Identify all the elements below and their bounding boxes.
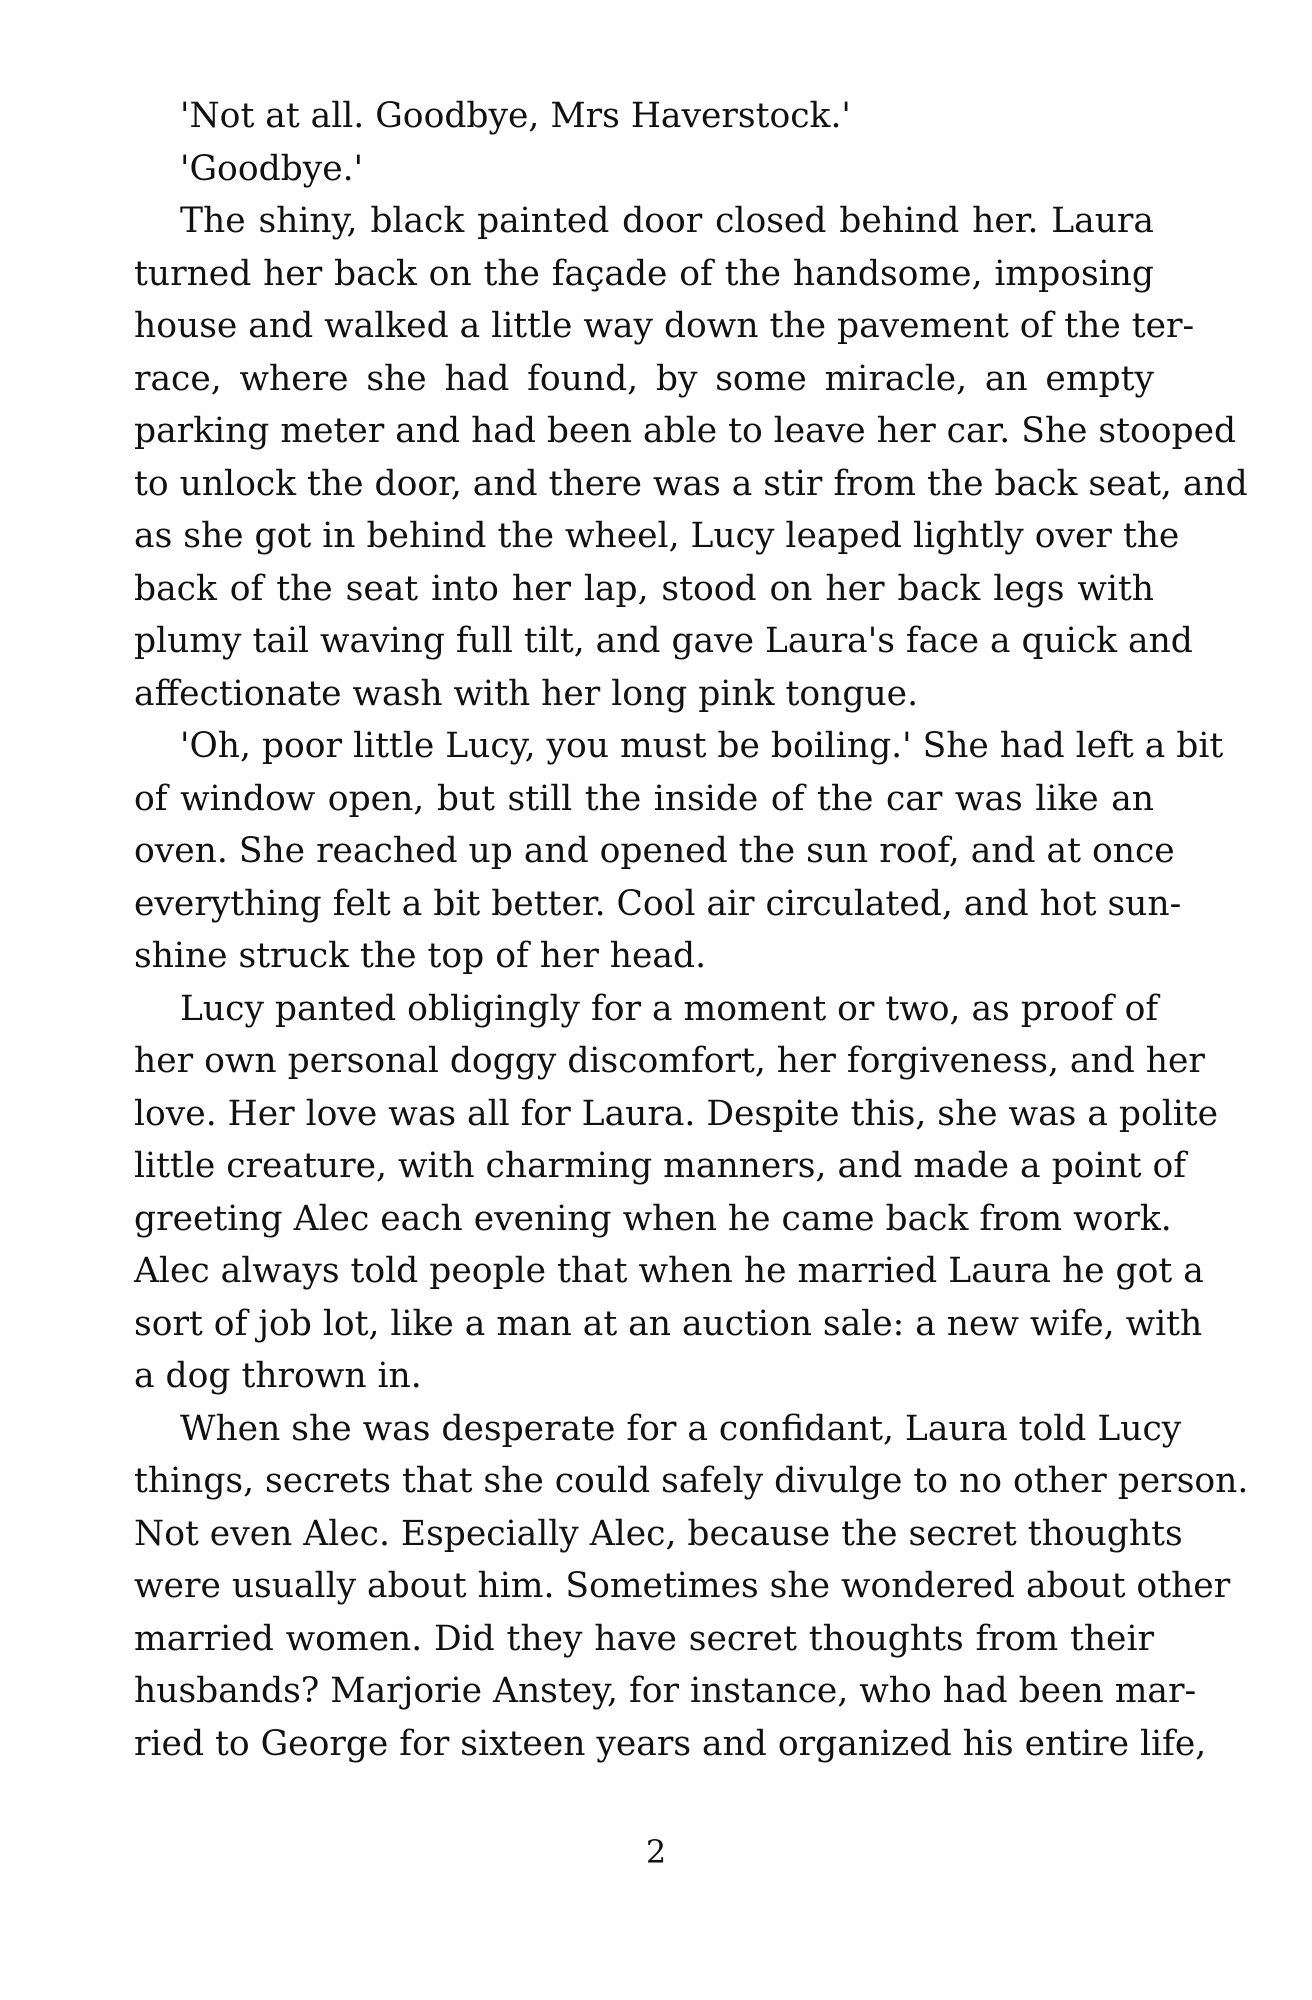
- paragraph-4: [134, 720, 1224, 983]
- text-line: little creature, with charming manners, and made a point of: [134, 1146, 1187, 1186]
- text-line: When she was desperate for a confidant, Laura told Lucy: [180, 1408, 1182, 1449]
- text-line: 'Goodbye.': [180, 148, 364, 189]
- paragraph-2: [134, 143, 1154, 196]
- text-line: her own personal doggy discomfort, her forgiveness, and her: [134, 1041, 1205, 1081]
- text-line: The shiny, black painted door closed behind her. Laura: [180, 201, 1154, 241]
- body-text: [134, 90, 1249, 1770]
- paragraph-1: [134, 90, 1154, 143]
- text-line: plumy tail waving full tilt, and gave Laura's face a quick and: [134, 621, 1193, 661]
- text-line: love. Her love was all for Laura. Despite this, she was a polite: [134, 1093, 1219, 1134]
- page-number: 2: [645, 1833, 667, 1871]
- paragraph-3: [134, 195, 1248, 720]
- text-line: parking meter and had been able to leave her car. She stooped: [134, 411, 1237, 451]
- text-line: turned her back on the façade of the handsome, imposing: [134, 253, 1154, 294]
- text-line: back of the seat into her lap, stood on her back legs with: [134, 568, 1154, 609]
- text-line: as she got in behind the wheel, Lucy leaped lightly over the: [134, 516, 1180, 556]
- text-line: shine struck the top of her head.: [134, 936, 707, 976]
- text-line: a dog thrown in.: [134, 1356, 422, 1396]
- paragraph-6: [134, 1403, 1249, 1771]
- text-line: married women. Did they have secret thoughts from their: [134, 1618, 1154, 1659]
- text-line: Lucy panted obligingly for a moment or two, as proof of: [180, 988, 1159, 1029]
- text-line: Alec always told people that when he married Laura he got a: [134, 1251, 1204, 1291]
- paragraph-5: [134, 983, 1219, 1403]
- text-line: everything felt a bit better. Cool air circulated, and hot sun-: [134, 883, 1182, 924]
- text-line: race, where she had found, by some miracle, an empty: [134, 358, 1154, 399]
- text-line: of window open, but still the inside of the car was like an: [134, 778, 1154, 819]
- text-line: husbands? Marjorie Anstey, for instance, who had been mar-: [134, 1671, 1197, 1711]
- text-line: 'Not at all. Goodbye, Mrs Haverstock.': [180, 96, 851, 136]
- text-line: house and walked a little way down the pavement of the ter-: [134, 306, 1195, 346]
- text-line: Not even Alec. Especially Alec, because the secret thoughts: [134, 1513, 1183, 1554]
- text-line: were usually about him. Sometimes she wondered about other: [134, 1566, 1231, 1606]
- text-line: sort of job lot, like a man at an auction sale: a new wife, with: [134, 1303, 1203, 1344]
- text-line: things, secrets that she could safely divulge to no other person.: [134, 1461, 1249, 1501]
- text-line: affectionate wash with her long pink tongue.: [134, 673, 919, 714]
- text-line: 'Oh, poor little Lucy, you must be boiling.' She had left a bit: [180, 726, 1224, 766]
- text-line: greeting Alec each evening when he came back from work.: [134, 1198, 1172, 1239]
- text-line: to unlock the door, and there was a stir from the back seat, and: [134, 463, 1248, 504]
- text-line: ried to George for sixteen years and organized his entire life,: [134, 1723, 1207, 1764]
- text-line: oven. She reached up and opened the sun roof, and at once: [134, 831, 1175, 871]
